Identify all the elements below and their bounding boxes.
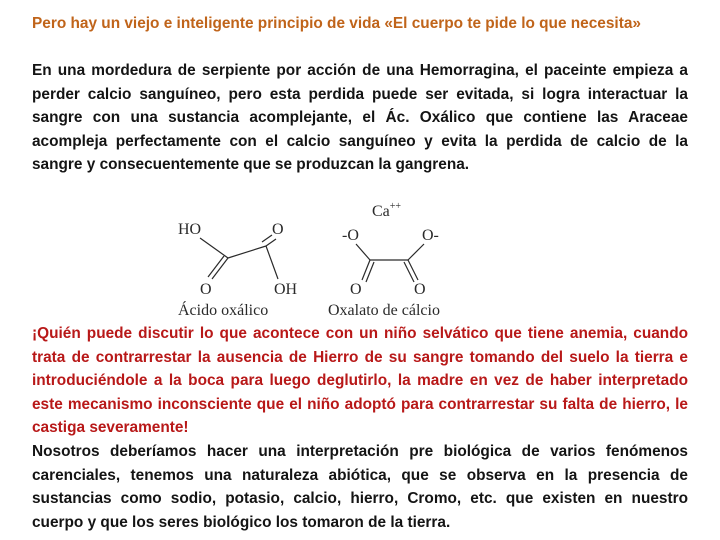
oxalate-double-right-a (408, 260, 418, 280)
calcium-oxalate-structure (328, 201, 440, 319)
acid-double-bond-top-a (266, 239, 276, 246)
oxalic-acid-diagram (170, 196, 470, 320)
oxalate-o-bottom-left-label: O (350, 281, 362, 298)
oxalate-o-left-label: -O (342, 227, 359, 244)
oxalate-double-right-b (404, 262, 414, 282)
acid-o-bottom-label: O (200, 281, 212, 298)
acid-ho-label: HO (178, 221, 202, 238)
oxalate-double-left-a (362, 260, 370, 280)
oxalate-o-bottom-right-label: O (414, 281, 426, 298)
acid-bond-oh (266, 246, 278, 279)
intro-paragraph: Pero hay un viejo e inteligente principio de vida «El cuerpo te pide lo que necesita» (32, 15, 641, 32)
acid-bond-ho (200, 238, 228, 258)
prebiological-paragraph: Nosotros deberíamos hacer una interpretación pre biológica de varios fenómenos carenciales, tenemos una naturaleza abiótica, que se observa en la presencia de sustancias como sodio, potasio, calcio, hierro, Cromo, etc. que existen en nuestro cuerpo y que los seres biológico los tomaron de la tierra. (32, 443, 688, 531)
acid-o-top-label: O (272, 221, 284, 238)
oxalate-double-left-b (366, 262, 374, 282)
oxalic-acid-structure (178, 221, 298, 319)
acid-double-bond-top-b (262, 235, 272, 242)
oxalate-caption: Oxalato de cálcio (328, 302, 440, 319)
oxalate-bond-left (356, 244, 370, 260)
snakebite-paragraph: En una mordedura de serpiente por acción de una Hemorragina, el paceinte empieza a perder calcio sanguíneo, pero esta perdida puede ser evitada, si logra interactuar la sangre con una sustancia acomplejante, el Ác. Oxálico que contiene las Araceae acompleja perfectamente con el calcio sanguíneo y evita la perdida de calcio de la sangre y consecuentemente que se produzcan la gangrena. (32, 62, 688, 174)
calcium-ion-label: Ca++ (372, 201, 402, 220)
acid-bond-cc (228, 246, 266, 258)
oxalate-bond-right (408, 244, 424, 260)
acid-caption: Ácido oxálico (178, 302, 269, 319)
oxalate-o-right-label: O- (422, 227, 439, 244)
anemia-paragraph: ¡Quién puede discutir lo que acontece con un niño selvático que tiene anemia, cuando trata de contrarrestar la ausencia de Hierro de su sangre tomando del suelo la tierra e introduciéndole a la boca para luego deglutirlo, la madre en vez de haber interpretado este mecanismo inconsciente que el niño adoptó para contrarrestar su falta de hierro, le castiga severamente! (32, 325, 688, 437)
acid-oh-label: OH (274, 281, 298, 298)
